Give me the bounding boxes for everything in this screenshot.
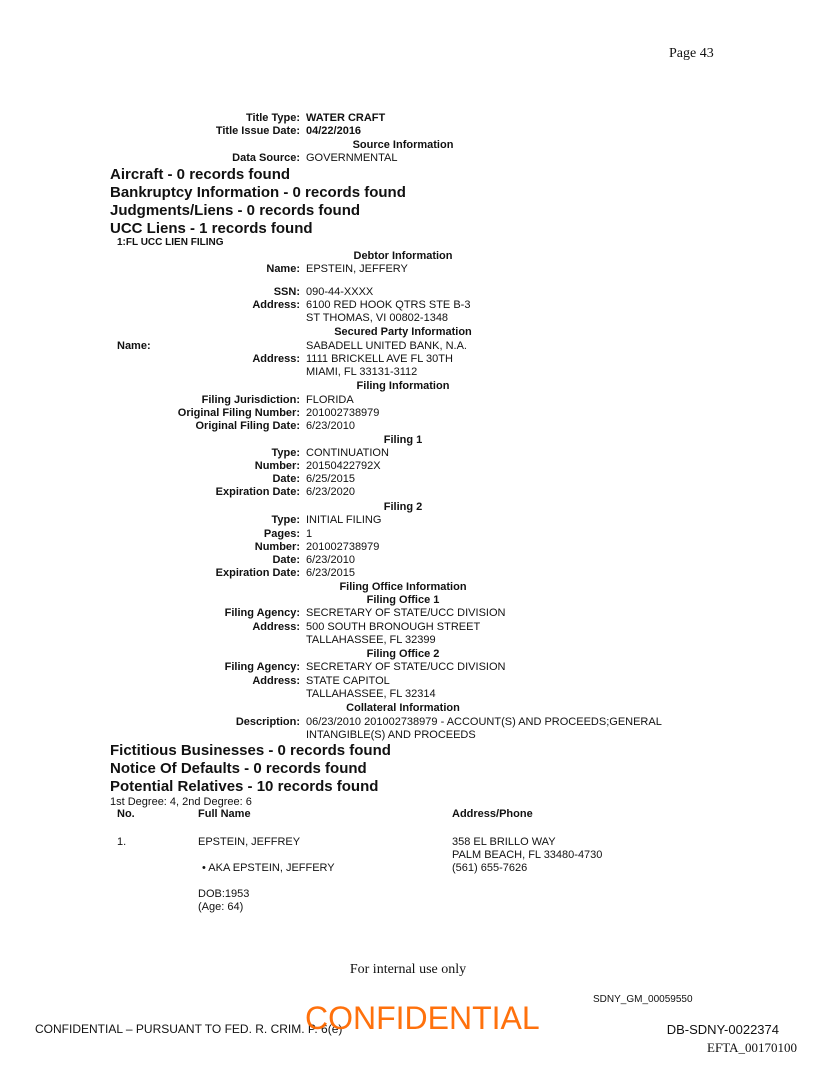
office-2-address-line-1: STATE CAPITOL <box>306 675 390 687</box>
filing-2-type-value: INITIAL FILING <box>306 514 382 526</box>
confidential-notice: CONFIDENTIAL – PURSUANT TO FED. R. CRIM. P. 6(e) <box>35 1022 343 1036</box>
orig-date-value: 6/23/2010 <box>306 420 355 432</box>
filing-2-pages-value: 1 <box>306 528 313 540</box>
title-type-label: Title Type: <box>246 112 300 124</box>
internal-use-note: For internal use only <box>349 962 467 977</box>
filing-2-expiration-label: Expiration Date: <box>215 567 300 579</box>
source-info-heading: Source Information <box>352 139 454 151</box>
filing-office-heading: Filing Office Information <box>339 581 467 593</box>
secured-party-heading: Secured Party Information <box>334 326 472 338</box>
col-header-full-name: Full Name <box>198 808 251 820</box>
row-full-name: EPSTEIN, JEFFREY <box>198 836 301 848</box>
row-address-line-2: PALM BEACH, FL 33480-4730 <box>452 849 603 861</box>
row-no: 1. <box>117 836 127 848</box>
secured-party-address-line-1: 1111 BRICKELL AVE FL 30TH <box>306 353 453 365</box>
filing-2-heading: Filing 2 <box>383 501 423 513</box>
data-source-value: GOVERNMENTAL <box>306 152 398 164</box>
row-aka: • AKA EPSTEIN, JEFFERY <box>202 862 335 874</box>
debtor-name-value: EPSTEIN, JEFFERY <box>306 263 408 275</box>
office-2-agency-label: Filing Agency: <box>224 661 300 673</box>
filing-2-date-value: 6/23/2010 <box>306 554 355 566</box>
row-dob: DOB:1953 <box>198 888 250 900</box>
bates-number-sdny-gm: SDNY_GM_00059550 <box>593 994 693 1005</box>
filing-1-type-value: CONTINUATION <box>306 447 389 459</box>
ssn-value: 090-44-XXXX <box>306 286 374 298</box>
filing-1-date-label: Date: <box>272 473 300 485</box>
debtor-heading: Debtor Information <box>353 250 453 262</box>
collateral-description-line-1: 06/23/2010 201002738979 - ACCOUNT(S) AND PROCEEDS;GENERAL <box>306 716 662 728</box>
title-type-value: WATER CRAFT <box>306 112 386 124</box>
office-2-address-label: Address: <box>252 675 300 687</box>
orig-number-value: 201002738979 <box>306 407 380 419</box>
secured-party-address-label: Address: <box>252 353 300 365</box>
filing-1-heading: Filing 1 <box>383 434 423 446</box>
orig-date-label: Original Filing Date: <box>195 420 300 432</box>
title-issue-date-value: 04/22/2016 <box>306 125 362 137</box>
secured-party-name-label: Name: <box>117 340 151 352</box>
relatives-heading: Potential Relatives - 10 records found <box>110 778 379 795</box>
collateral-heading: Collateral Information <box>346 702 460 714</box>
secured-party-address-line-2: MIAMI, FL 33131-3112 <box>306 366 418 378</box>
filing-2-date-label: Date: <box>272 554 300 566</box>
data-source-label: Data Source: <box>232 152 300 164</box>
filing-office-1-heading: Filing Office 1 <box>366 594 440 606</box>
fictitious-heading: Fictitious Businesses - 0 records found <box>110 742 391 759</box>
filing-2-type-label: Type: <box>271 514 300 526</box>
office-1-agency-value: SECRETARY OF STATE/UCC DIVISION <box>306 607 506 619</box>
judgments-heading: Judgments/Liens - 0 records found <box>110 202 361 219</box>
filing-1-type-label: Type: <box>271 447 300 459</box>
office-1-agency-label: Filing Agency: <box>224 607 300 619</box>
relatives-degrees: 1st Degree: 4, 2nd Degree: 6 <box>110 796 252 808</box>
filing-1-number-label: Number: <box>254 460 300 472</box>
office-1-address-line-1: 500 SOUTH BRONOUGH STREET <box>306 621 481 633</box>
notice-defaults-heading: Notice Of Defaults - 0 records found <box>110 760 367 777</box>
row-address-line-1: 358 EL BRILLO WAY <box>452 836 556 848</box>
page-number: Page 43 <box>669 46 714 61</box>
filing-2-number-label: Number: <box>254 541 300 553</box>
ucc-subheading: 1:FL UCC LIEN FILING <box>117 237 224 248</box>
jurisdiction-label: Filing Jurisdiction: <box>201 394 300 406</box>
filing-2-pages-label: Pages: <box>263 528 300 540</box>
col-header-address-phone: Address/Phone <box>452 808 533 820</box>
ssn-label: SSN: <box>273 286 300 298</box>
bankruptcy-heading: Bankruptcy Information - 0 records found <box>110 184 406 201</box>
office-1-address-label: Address: <box>252 621 300 633</box>
orig-number-label: Original Filing Number: <box>177 407 300 419</box>
secured-party-name-value: SABADELL UNITED BANK, N.A. <box>306 340 467 352</box>
col-header-no: No. <box>117 808 135 820</box>
filing-office-2-heading: Filing Office 2 <box>366 648 440 660</box>
confidential-stamp: CONFIDENTIAL <box>305 1000 540 1036</box>
filing-info-heading: Filing Information <box>356 380 450 392</box>
jurisdiction-value: FLORIDA <box>306 394 354 406</box>
debtor-address-line-2: ST THOMAS, VI 00802-1348 <box>306 312 449 324</box>
debtor-address-line-1: 6100 RED HOOK QTRS STE B-3 <box>306 299 471 311</box>
filing-1-expiration-value: 6/23/2020 <box>306 486 355 498</box>
office-1-address-line-2: TALLAHASSEE, FL 32399 <box>306 634 436 646</box>
collateral-description-line-2: INTANGIBLE(S) AND PROCEEDS <box>306 729 476 741</box>
bates-number-efta: EFTA_00170100 <box>707 1040 797 1055</box>
title-issue-date-label: Title Issue Date: <box>215 125 300 137</box>
row-phone: (561) 655-7626 <box>452 862 528 874</box>
aircraft-heading: Aircraft - 0 records found <box>110 166 291 183</box>
ucc-heading: UCC Liens - 1 records found <box>110 220 313 237</box>
bates-number-db-sdny: DB-SDNY-0022374 <box>666 1022 779 1037</box>
debtor-name-label: Name: <box>266 263 300 275</box>
row-age: (Age: 64) <box>198 901 244 913</box>
office-2-agency-value: SECRETARY OF STATE/UCC DIVISION <box>306 661 506 673</box>
collateral-description-label: Description: <box>235 716 300 728</box>
office-2-address-line-2: TALLAHASSEE, FL 32314 <box>306 688 436 700</box>
filing-1-date-value: 6/25/2015 <box>306 473 355 485</box>
filing-1-number-value: 20150422792X <box>306 460 381 472</box>
filing-1-expiration-label: Expiration Date: <box>215 486 300 498</box>
filing-2-number-value: 201002738979 <box>306 541 380 553</box>
filing-2-expiration-value: 6/23/2015 <box>306 567 355 579</box>
debtor-address-label: Address: <box>252 299 300 311</box>
